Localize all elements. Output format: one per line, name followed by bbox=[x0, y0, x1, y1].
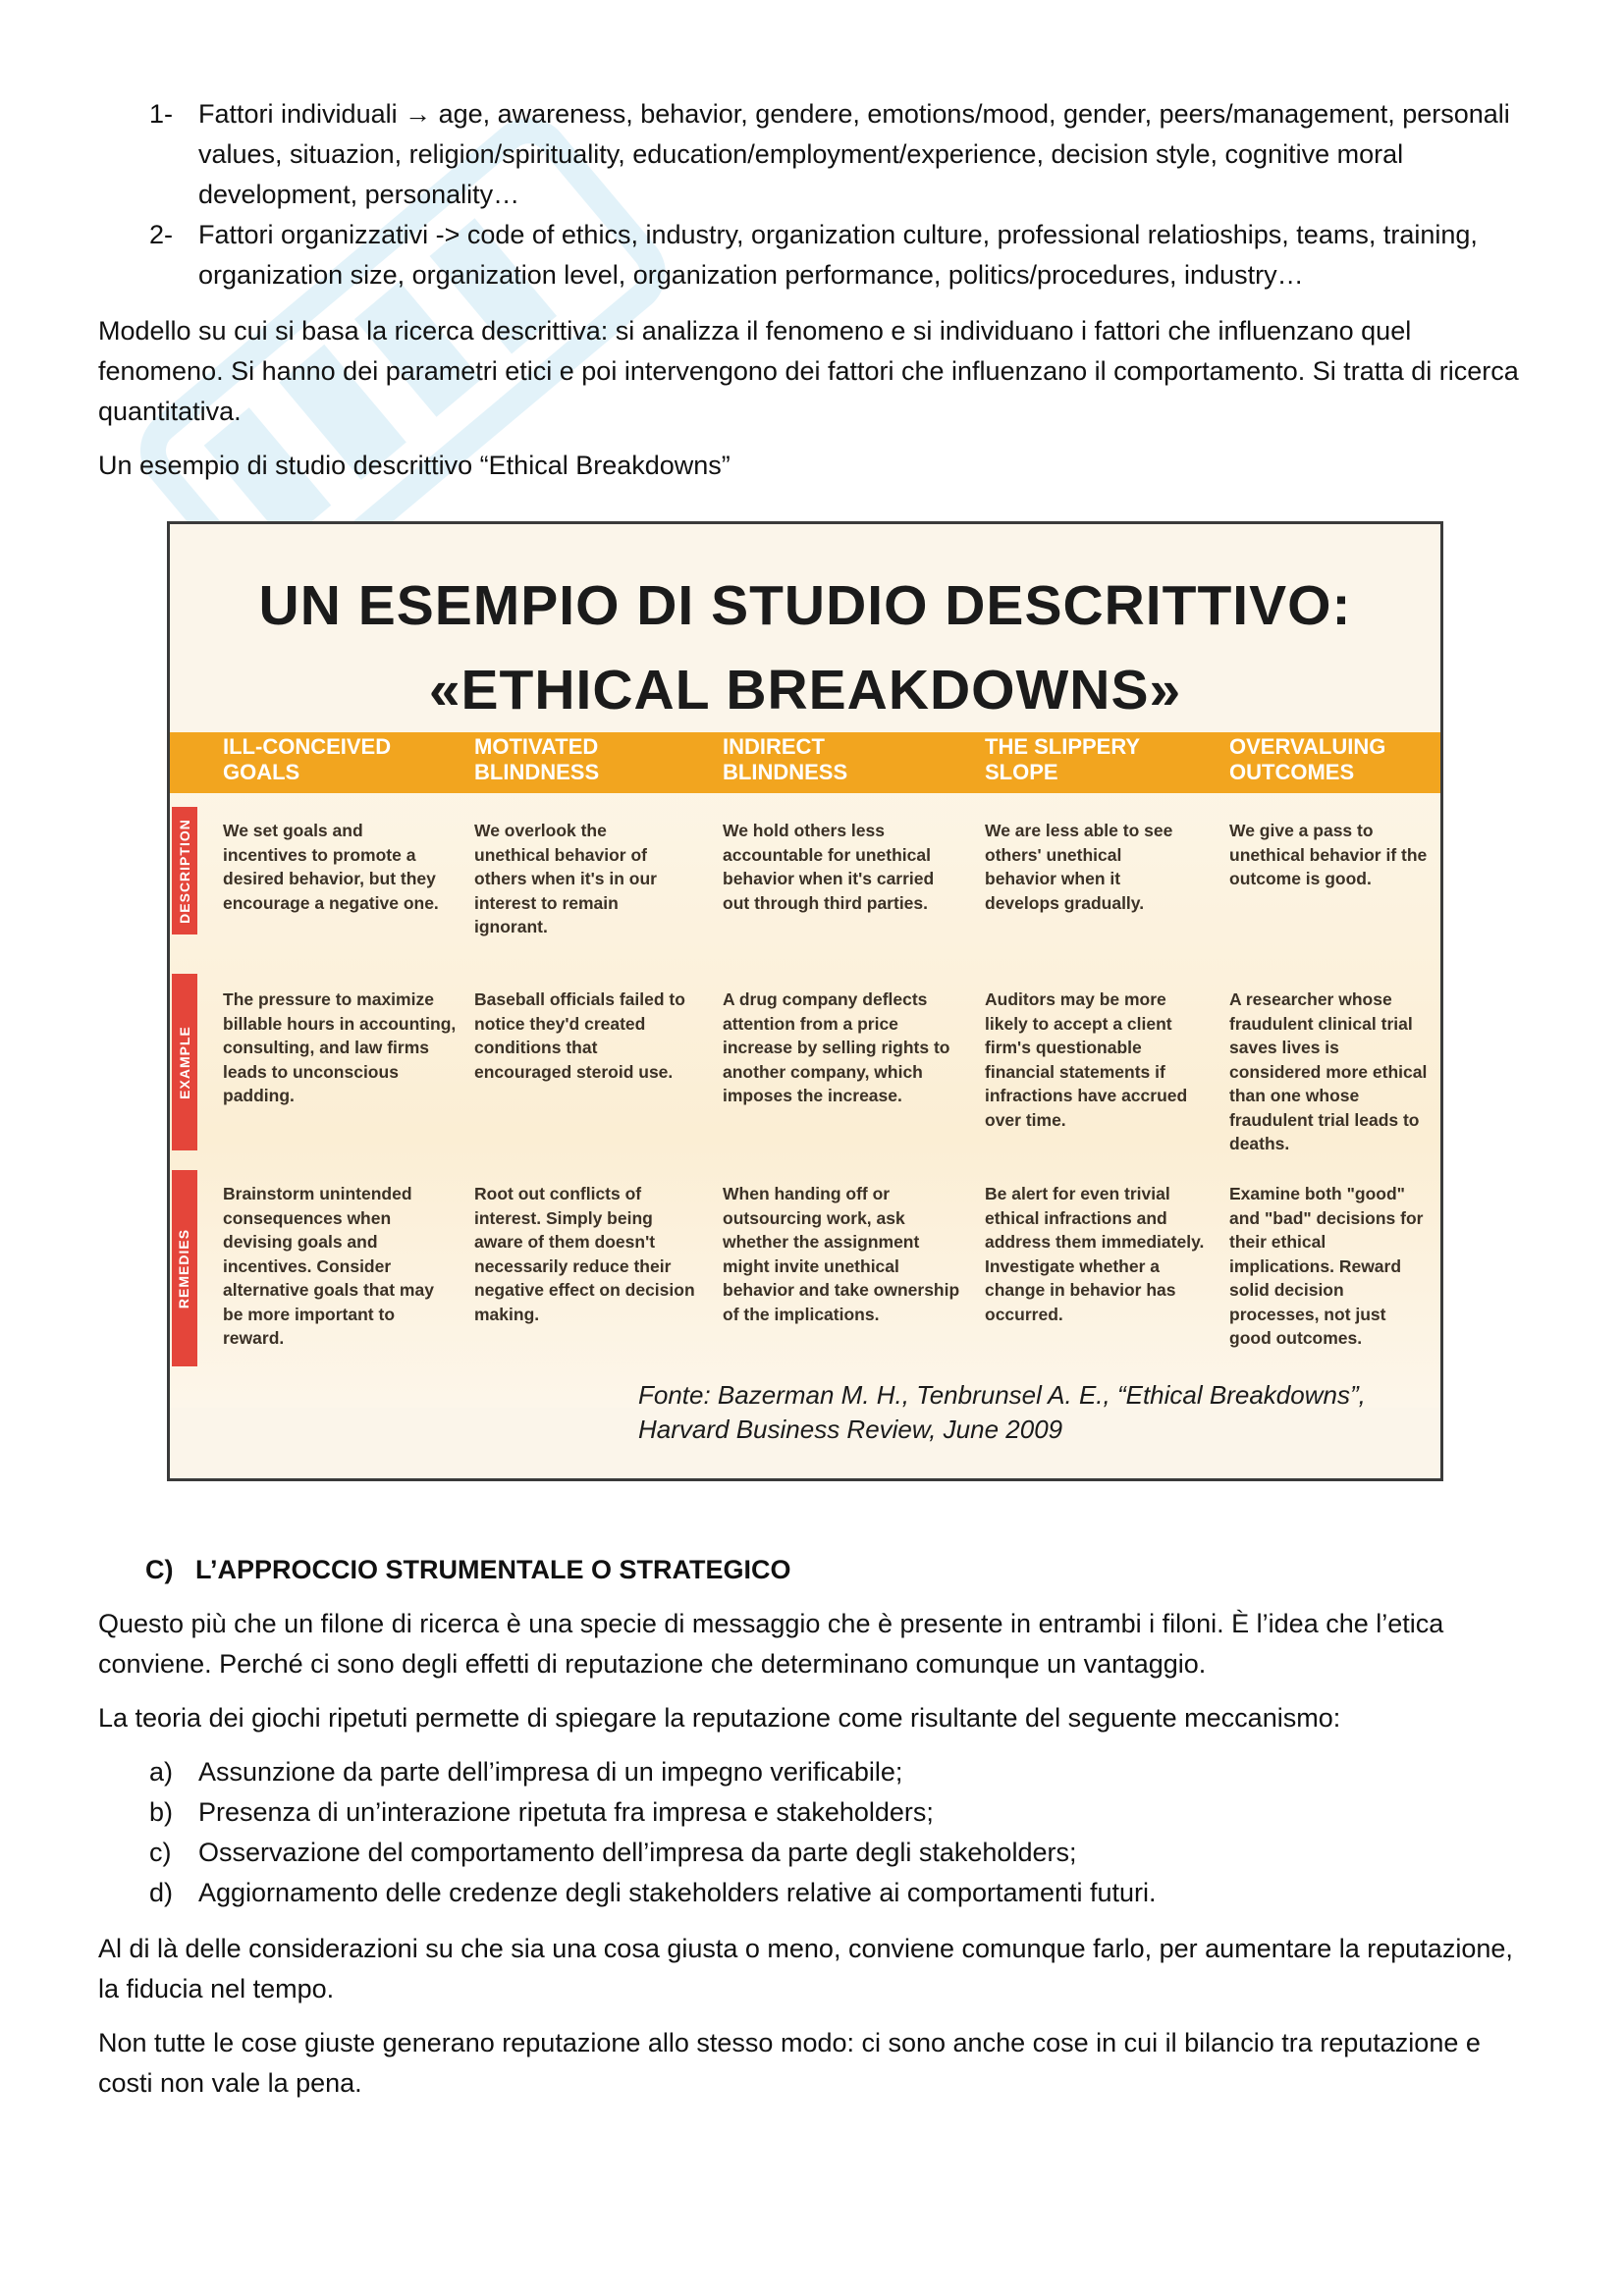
table-cell: We are less able to see others' unethical behavior when it develops gradually. bbox=[985, 821, 1173, 913]
list-marker: 1- bbox=[149, 99, 174, 129]
paragraph-model: Modello su cui si basa la ricerca descrittiva: si analizza il fenomeno e si individuano i fattori che influenzano quel fenomeno. Si hanno dei parametri etici e poi intervengono dei fattori che influenzano il comportamento. Si tratta di ricerca quantitativa. bbox=[98, 316, 1519, 426]
list-item-text: Fattori organizzativi -> code of ethics, industry, organization culture, professional relatioships, teams, training, organization size, organization level, organization performance, politics/procedures, industry… bbox=[198, 220, 1478, 290]
paragraph-c4: Non tutte le cose giuste generano reputazione allo stesso modo: ci sono anche cose in cui il bilancio tra reputazione e costi non vale la pena. bbox=[98, 2028, 1481, 2098]
list-marker: b) bbox=[149, 1797, 174, 1827]
table-cell: Baseball officials failed to notice they'd created conditions that encouraged steroid use. bbox=[474, 989, 685, 1082]
figure-title bbox=[170, 563, 1440, 732]
figure-source-line1: Fonte: Bazerman M. H., Tenbrunsel A. E., “Ethical Breakdowns”, bbox=[638, 1380, 1366, 1410]
list-item-text: Assunzione da parte dell’impresa di un impegno verificabile; bbox=[198, 1757, 903, 1787]
section-heading bbox=[145, 1550, 1532, 1590]
list-item bbox=[98, 1792, 1532, 1833]
list-item-text: Fattori individuali → age, awareness, behavior, gendere, emotions/mood, gender, peers/management, personali values, situazion, religion/spirituality, education/employment/experience, decision style, cognitive moral development, personality… bbox=[198, 99, 1510, 209]
table-cell: We give a pass to unethical behavior if the outcome is good. bbox=[1229, 821, 1428, 888]
list-marker: 2- bbox=[149, 220, 174, 249]
list-item bbox=[98, 1752, 1532, 1792]
list-marker: a) bbox=[149, 1757, 174, 1787]
column-header: OVERVALUING OUTCOMES bbox=[1229, 734, 1386, 784]
paragraph-c3: Al di là delle considerazioni su che sia una cosa giusta o meno, conviene comunque farlo, per aumentare la reputazione, la fiducia nel tempo. bbox=[98, 1934, 1513, 2003]
paragraph-c2: La teoria dei giochi ripetuti permette di spiegare la reputazione come risultante del seguente meccanismo: bbox=[98, 1703, 1341, 1733]
list-item bbox=[98, 1873, 1532, 1913]
row-label-remedies: REMEDIES bbox=[172, 1170, 197, 1366]
list-item bbox=[98, 94, 1532, 215]
table-cell: A researcher whose fraudulent clinical trial saves lives is considered more ethical than one whose fraudulent trial leads to deaths. bbox=[1229, 989, 1428, 1153]
column-header: MOTIVATED BLINDNESS bbox=[474, 734, 600, 784]
section-marker: C) bbox=[145, 1555, 174, 1584]
table-cell: Examine both "good" and "bad" decisions for their ethical implications. Reward solid decision processes, not just good outcomes. bbox=[1229, 1184, 1424, 1348]
table-cell: We overlook the unethical behavior of others when it's in our interest to remain ignorant. bbox=[474, 821, 657, 936]
mechanism-list bbox=[98, 1752, 1532, 1913]
table-cell: Brainstorm unintended consequences when devising goals and incentives. Consider alternative goals that may be more important to reward. bbox=[223, 1184, 434, 1348]
table-cell: When handing off or outsourcing work, ask whether the assignment might invite unethical behavior and take ownership of the implications. bbox=[723, 1184, 960, 1324]
table-cell: We hold others less accountable for unethical behavior when it's carried out through third parties. bbox=[723, 821, 935, 913]
column-header: ILL-CONCEIVED GOALS bbox=[223, 734, 392, 784]
table-cell: The pressure to maximize billable hours in accounting, consulting, and law firms leads to unconscious padding. bbox=[223, 989, 457, 1105]
table-cell: Be alert for even trivial ethical infractions and address them immediately. Investigate whether a change in behavior has occurred. bbox=[985, 1184, 1205, 1324]
paragraph-c1: Questo più che un filone di ricerca è una specie di messaggio che è presente in entrambi i filoni. È l’idea che l’etica conviene. Perché ci sono degli effetti di reputazione che determinano comunque un vantaggio. bbox=[98, 1609, 1444, 1679]
table-cell: A drug company deflects attention from a price increase by selling rights to another company, which imposes the increase. bbox=[723, 989, 950, 1105]
table-cell: Auditors may be more likely to accept a client firm's questionable financial statements if infractions have accrued over time. bbox=[985, 989, 1188, 1130]
table-cell: We set goals and incentives to promote a desired behavior, but they encourage a negative one. bbox=[223, 821, 439, 913]
figure-title-line2: «ETHICAL BREAKDOWNS» bbox=[428, 659, 1182, 721]
section-title-text: L’APPROCCIO STRUMENTALE O STRATEGICO bbox=[195, 1555, 791, 1584]
list-item-text: Osservazione del comportamento dell’impresa da parte degli stakeholders; bbox=[198, 1838, 1077, 1867]
list-item bbox=[98, 1833, 1532, 1873]
paragraph-example-intro: Un esempio di studio descrittivo “Ethical Breakdowns” bbox=[98, 451, 731, 480]
figure-title-line1: UN ESEMPIO DI STUDIO DESCRITTIVO: bbox=[258, 574, 1352, 637]
list-item-text: Aggiornamento delle credenze degli stakeholders relative ai comportamenti futuri. bbox=[198, 1878, 1157, 1907]
figure-source-line2: Harvard Business Review, June 2009 bbox=[638, 1415, 1063, 1444]
row-label-example: EXAMPLE bbox=[172, 974, 197, 1150]
list-item-text: Presenza di un’interazione ripetuta fra impresa e stakeholders; bbox=[198, 1797, 934, 1827]
factors-list bbox=[98, 94, 1532, 295]
list-item bbox=[98, 215, 1532, 295]
list-marker: c) bbox=[149, 1838, 172, 1867]
figure-source bbox=[638, 1378, 1366, 1447]
page-content bbox=[98, 94, 1532, 2117]
column-header: INDIRECT BLINDNESS bbox=[723, 734, 848, 784]
row-label-description: DESCRIPTION bbox=[172, 807, 197, 934]
column-header: THE SLIPPERY SLOPE bbox=[985, 734, 1141, 784]
list-marker: d) bbox=[149, 1878, 174, 1907]
ethical-breakdowns-figure bbox=[167, 521, 1443, 1481]
column-header-band bbox=[170, 732, 1440, 793]
table-cell: Root out conflicts of interest. Simply being aware of them doesn't necessarily reduce their negative effect on decision making. bbox=[474, 1184, 695, 1324]
